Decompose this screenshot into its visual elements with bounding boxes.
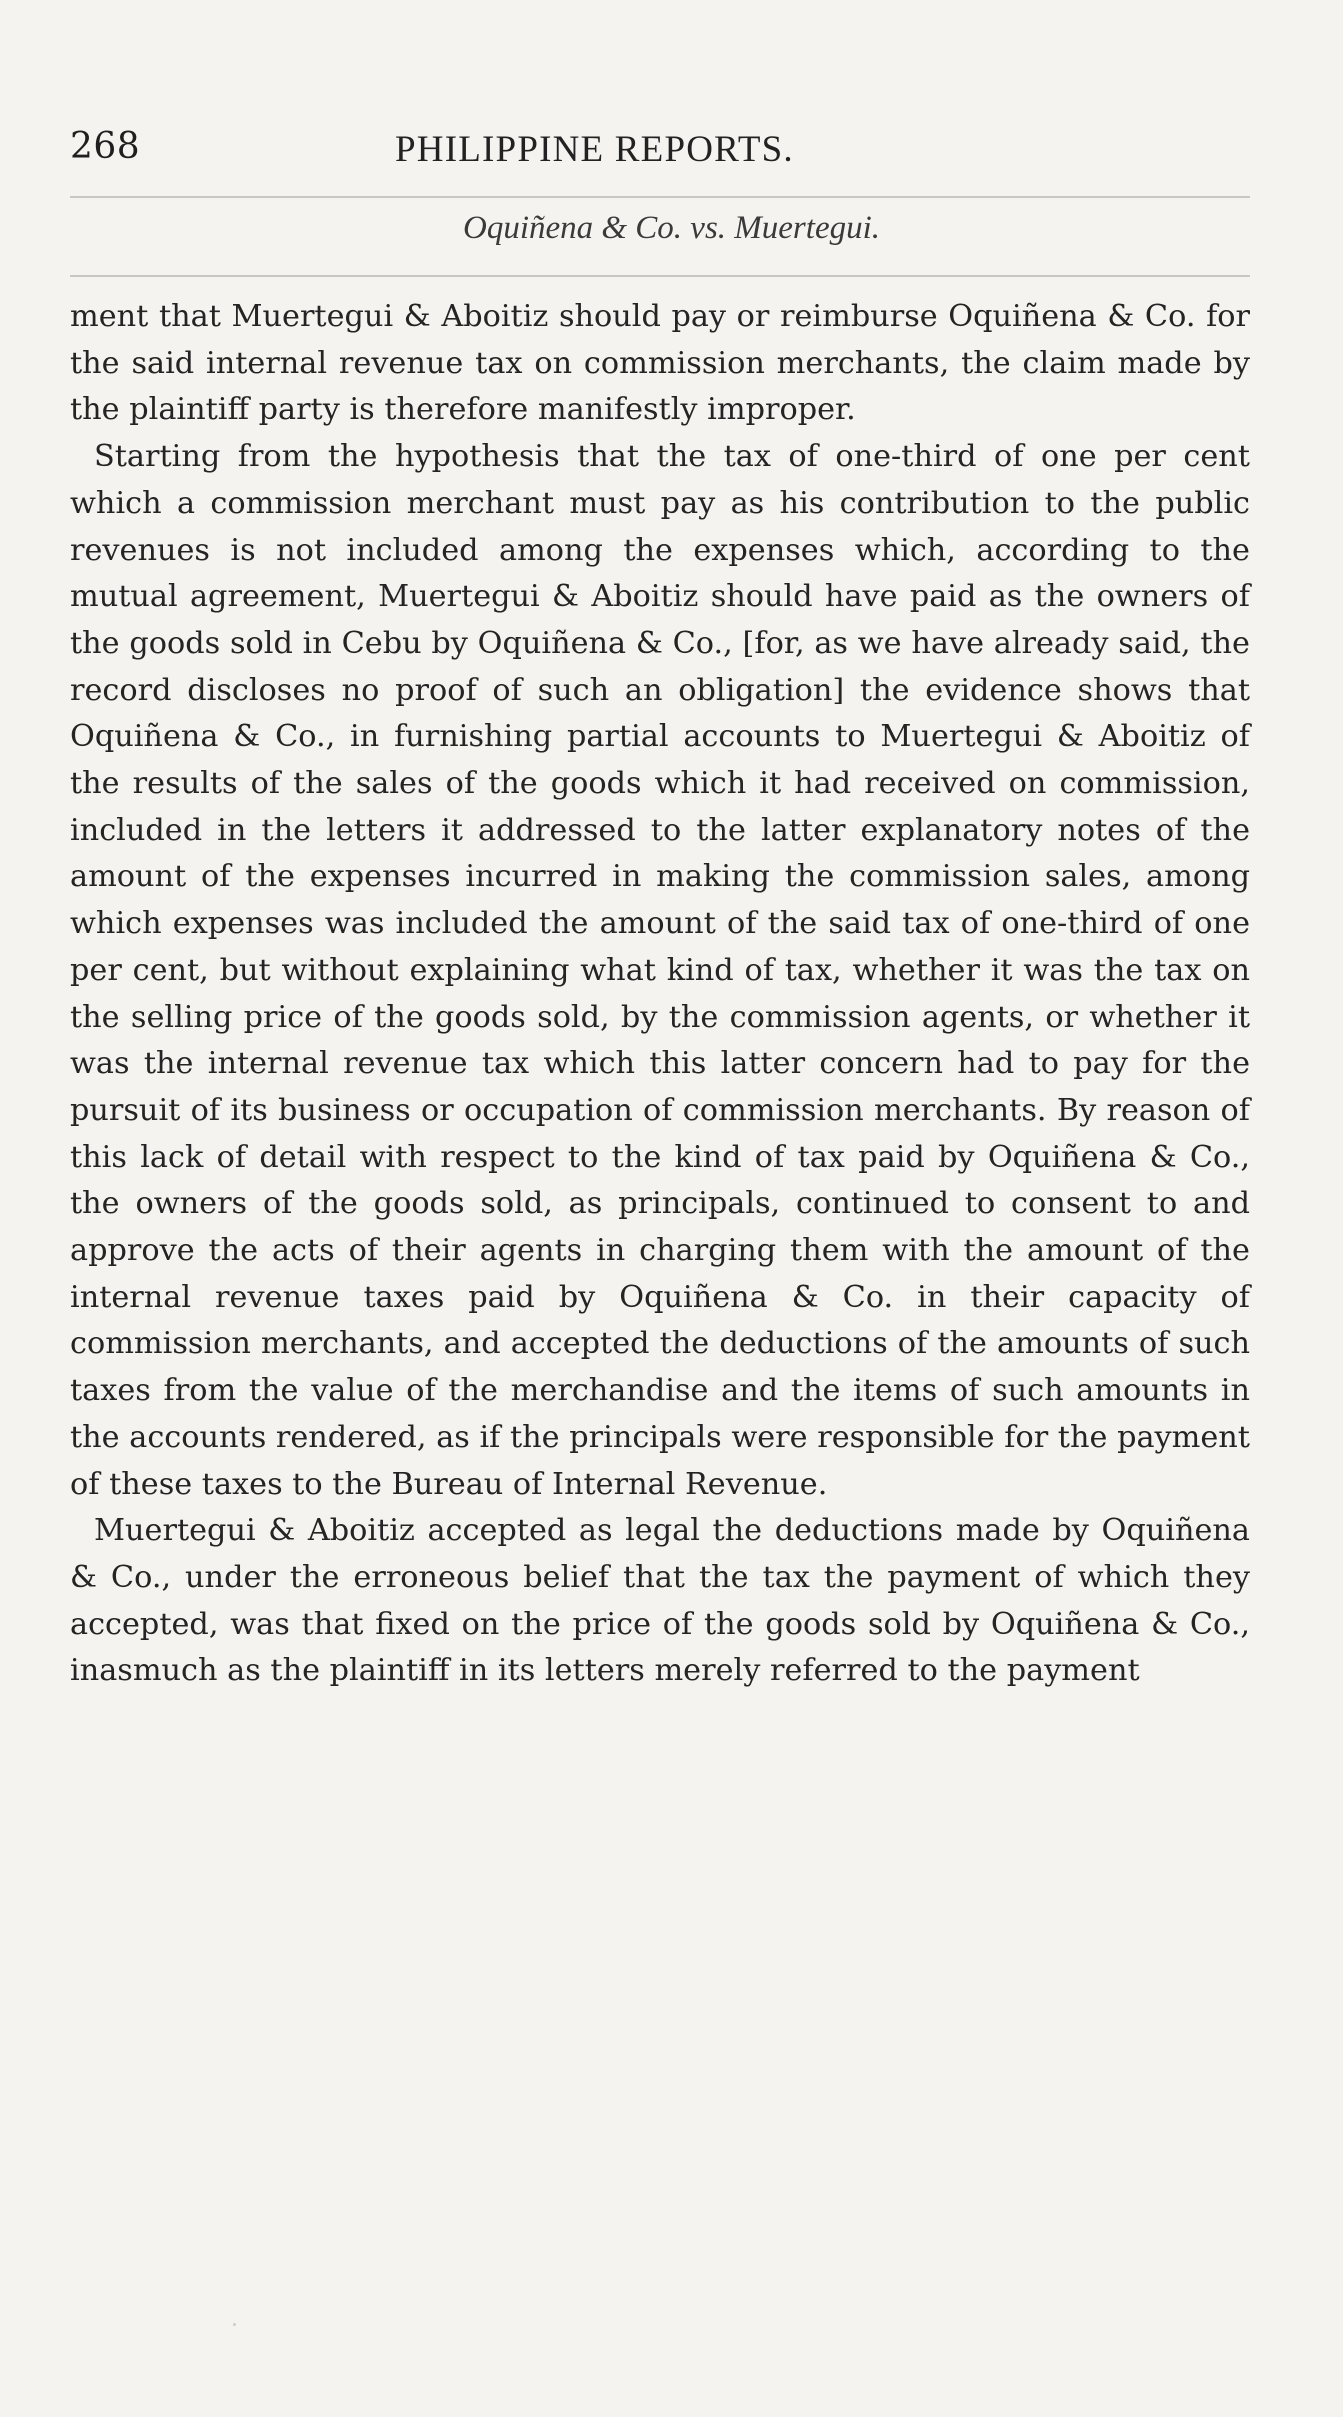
paragraph-hypothesis: Starting from the hypothesis that the tax of one-third of one per cent which a commission merchant must pay as his contribution to the public revenues is not included among the expenses which, according to the mutual agreement, Muertegui & Aboitiz should have paid as the owners of the goods sold in Cebu by Oquiñena & Co., [for, as we have already said, the record discloses no proof of such an obligation] the evidence shows that Oquiñena & Co., in furnishing partial accounts to Muertegui & Aboitiz of the results of the sales of the goods which it had received on commission, included in the letters it addressed to the latter explanatory notes of the amount of the expenses incurred in making the commission sales, among which expenses was included the amount of the said tax of one-third of one per cent, but without explaining what kind of tax, whether it was the tax on the selling price of the goods sold, by the commission agents, or whether it was the internal revenue tax which this latter concern had to pay for the pursuit of its business or occupation of commission merchants. By reason of this lack of detail with respect to the kind of tax paid by Oquiñena & Co., the owners of the goods sold, as principals, continued to consent to and approve the acts of their agents in charging them with the amount of the internal revenue taxes paid by Oquiñena & Co. in their capacity of commission merchants, and accepted the deductions of the amounts of such taxes from the value of the merchandise and the items of such amounts in the accounts rendered, as if the principals were responsible for the payment of these taxes to the Bureau of Internal Revenue. <box>70 439 1250 1502</box>
paragraph-continuation: ment that Muertegui & Aboitiz should pay or reimburse Oquiñena & Co. for the said internal revenue tax on commission merchants, the claim made by the plaintiff party is therefore manifestly improper. <box>70 299 1250 428</box>
paragraph-muertegui-aboitiz: Muertegui & Aboitiz accepted as legal the deductions made by Oquiñena & Co., under the erroneous belief that the tax the payment of which they accepted, was that fixed on the price of the goods sold by Oquiñena & Co., inasmuch as the plaintiff in its letters merely referred to the payment <box>70 1513 1250 1689</box>
body-text <box>70 294 1250 1695</box>
running-head <box>70 126 1250 186</box>
case-title: Oquiñena & Co. vs. Muertegui. <box>462 210 881 246</box>
paper-speck <box>233 2323 236 2326</box>
header-rule-top <box>70 196 1250 198</box>
page-number: 268 <box>70 126 141 167</box>
journal-title: PHILIPPINE REPORTS. <box>395 129 794 170</box>
header-rule-bottom <box>70 275 1250 277</box>
